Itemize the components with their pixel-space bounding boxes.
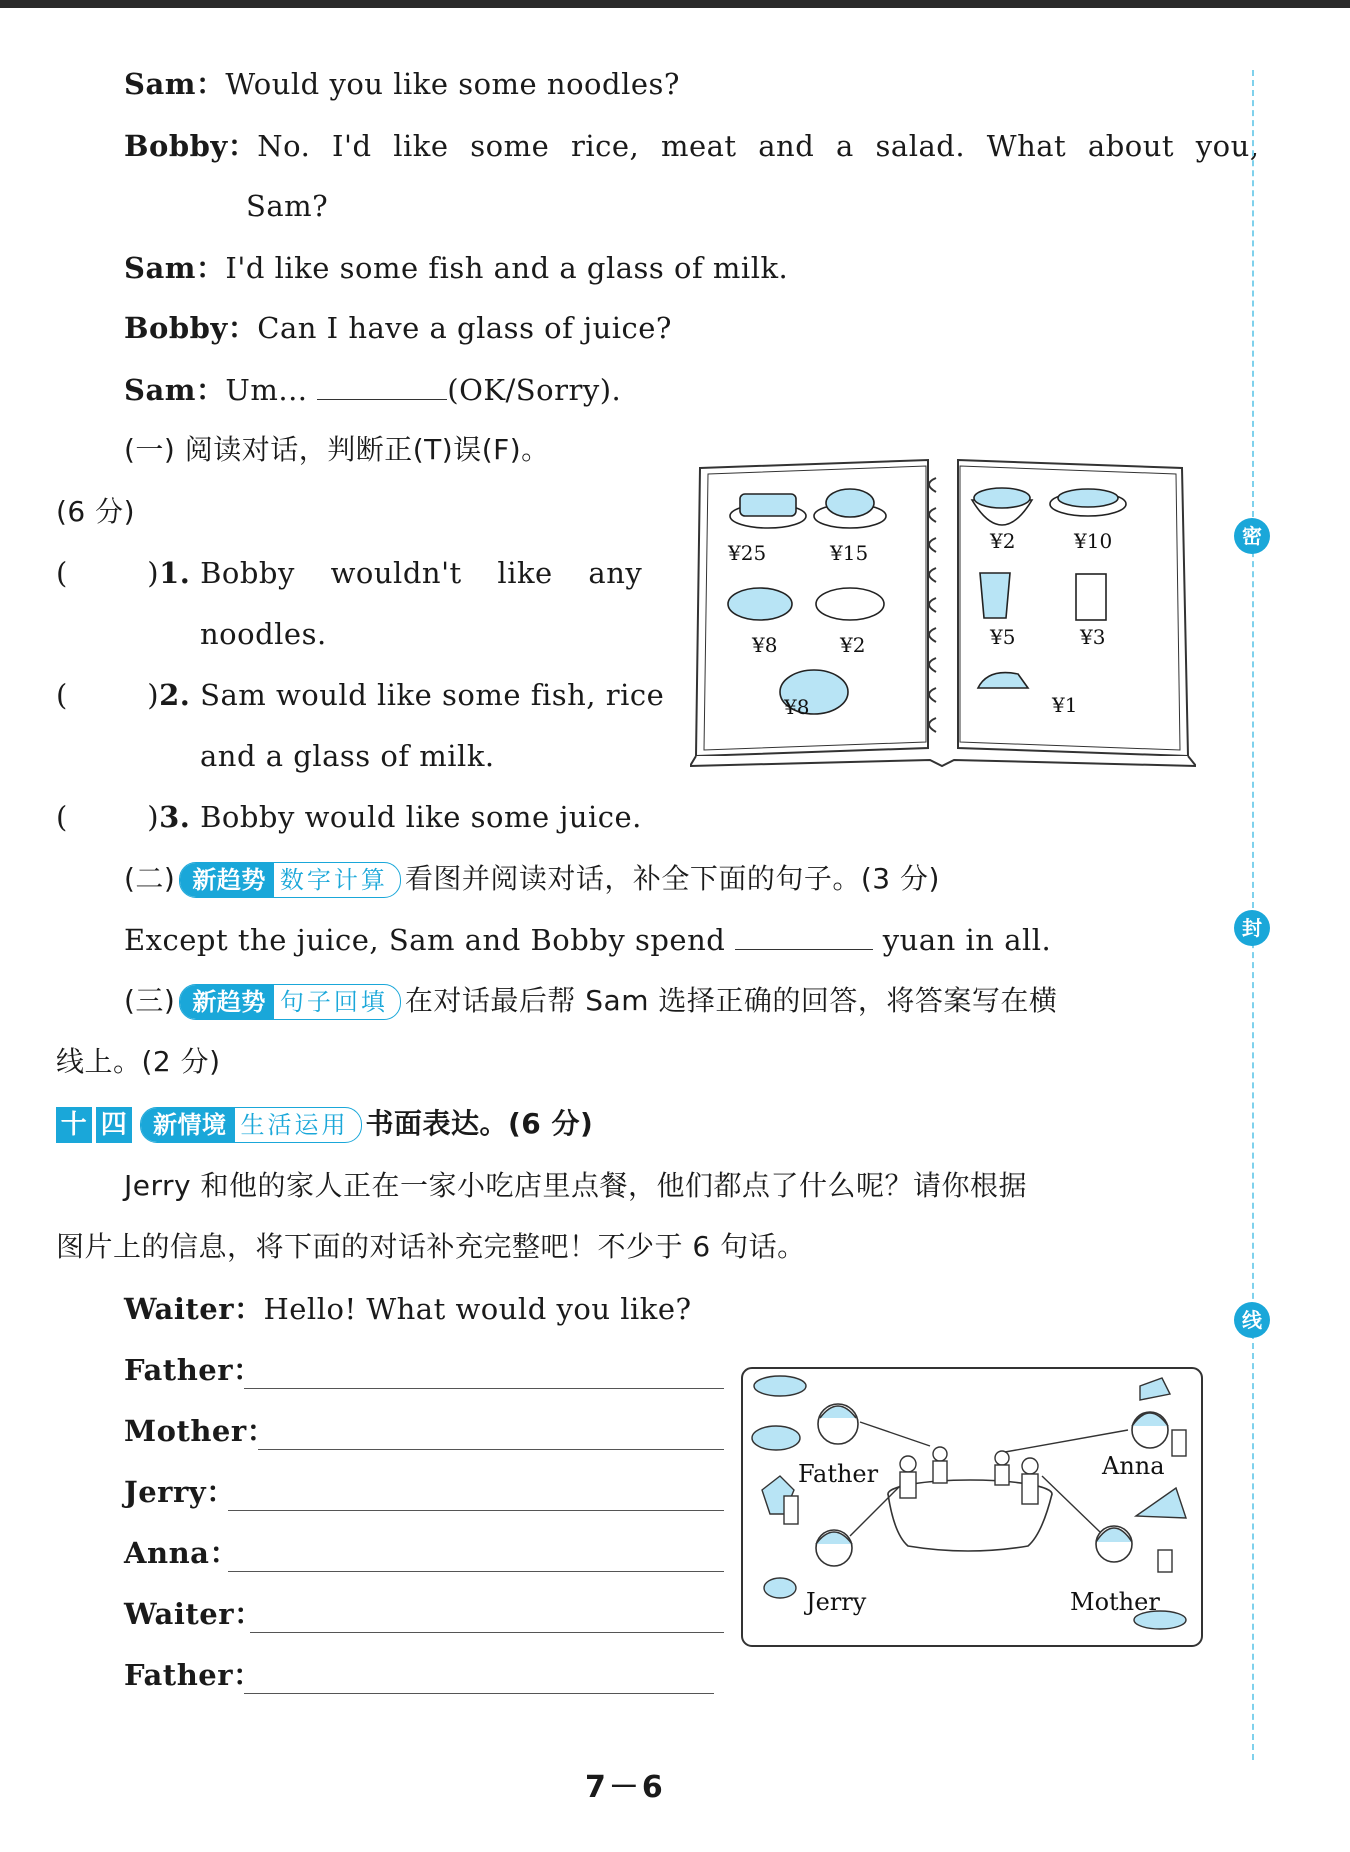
glass-icon xyxy=(784,1496,798,1524)
section14-intro-1: Jerry 和他的家人正在一家小吃店里点餐，他们都点了什么呢？请你根据 xyxy=(124,1169,1027,1202)
part3-instruction-cont: 线上。(2 分) xyxy=(56,1045,221,1078)
dialogue-line-2 xyxy=(124,126,1260,166)
speaker-bobby: Bobby： xyxy=(124,129,258,163)
waiter-line xyxy=(124,1289,692,1329)
sentence-text: yuan in all. xyxy=(882,923,1052,957)
badge-sub: 数字计算 xyxy=(279,866,388,894)
speaker-sam: Sam： xyxy=(124,251,226,285)
fish-icon xyxy=(1058,489,1118,507)
tf-item-1-cont: noodles. xyxy=(200,617,327,651)
speaker-father: Father： xyxy=(124,1353,263,1387)
dialogue-text: Sam? xyxy=(246,189,329,223)
badge-sub: 句子回填 xyxy=(279,988,388,1016)
dialogue-text: Hello! What would you like? xyxy=(263,1292,692,1326)
section14-title: 书面表达。(6 分) xyxy=(365,1107,594,1140)
answer-line-father[interactable] xyxy=(244,1388,724,1389)
milk-glass-icon xyxy=(1076,574,1106,620)
tf-item-3 xyxy=(56,797,642,837)
dialogue-line-3 xyxy=(246,186,328,226)
answer-blank-total[interactable] xyxy=(735,949,873,950)
dialogue-text: Would you like some noodles? xyxy=(225,67,680,101)
meat-icon xyxy=(740,494,796,516)
answer-line-jerry[interactable] xyxy=(228,1510,724,1511)
noodle-bowl-icon xyxy=(728,588,792,620)
part1-score: (6 分) xyxy=(56,495,136,528)
tf-item-2 xyxy=(56,675,664,715)
section14-heading xyxy=(56,1104,593,1144)
dialogue-line-4 xyxy=(124,248,788,288)
speaker-waiter: Waiter： xyxy=(124,1292,264,1326)
answer-line-anna[interactable] xyxy=(228,1571,724,1572)
speaker-bobby: Bobby： xyxy=(124,311,258,345)
part1-title: (一) 阅读对话，判断正(T)误(F)。 xyxy=(124,433,550,466)
item-text: Bobby wouldn't like any xyxy=(200,556,643,590)
paren-close: ) xyxy=(147,556,160,590)
badge-main: 新情境 xyxy=(141,1108,235,1142)
part2-sentence xyxy=(124,920,1051,960)
dialogue-line-6 xyxy=(124,370,621,410)
answer-blank-ok-sorry[interactable] xyxy=(317,399,447,400)
dialogue-line-5 xyxy=(124,308,672,348)
price-juice: ¥5 xyxy=(990,625,1016,649)
person-icon xyxy=(900,1456,916,1472)
juice-glass-icon xyxy=(980,573,1010,618)
badge-sub: 生活运用 xyxy=(240,1111,349,1139)
dialogue-line-1 xyxy=(124,64,680,104)
egg-icon xyxy=(764,1578,796,1598)
item-number: 1. xyxy=(159,556,191,590)
dialogue-text: Can I have a glass of juice? xyxy=(257,311,672,345)
dialogue-text: (OK/Sorry). xyxy=(447,373,622,407)
dialogue-text: No. I'd like some rice, meat and a salad. What about you, xyxy=(257,129,1260,163)
item-text: Bobby would like some juice. xyxy=(200,800,642,834)
trend-badge xyxy=(179,984,401,1020)
binding-mark-3: 线 xyxy=(1234,1302,1270,1338)
item-text: Sam would like some fish, rice xyxy=(200,678,665,712)
answer-line-father-2[interactable] xyxy=(244,1693,714,1694)
part3-label: (三) xyxy=(124,984,176,1017)
speaker-anna: Anna： xyxy=(124,1536,239,1570)
item-number: 3. xyxy=(159,800,191,834)
price-meat: ¥25 xyxy=(728,541,767,565)
price-bread: ¥1 xyxy=(1052,693,1078,717)
section-number-box: 十 xyxy=(56,1107,92,1143)
section-number-box: 四 xyxy=(96,1107,132,1143)
price-noodles: ¥8 xyxy=(752,633,778,657)
part3-heading xyxy=(124,981,1057,1021)
chicken-icon xyxy=(826,489,874,517)
part3-instruction: 在对话最后帮 Sam 选择正确的回答，将答案写在横 xyxy=(404,984,1058,1017)
badge-main: 新趋势 xyxy=(180,863,274,897)
dialogue-text: I'd like some fish and a glass of milk. xyxy=(225,251,789,285)
tf-item-2-cont: and a glass of milk. xyxy=(200,739,495,773)
part2-label: (二) xyxy=(124,862,176,895)
tf-item-1 xyxy=(56,553,642,593)
noodles-icon xyxy=(754,1376,806,1396)
bowl-icon xyxy=(752,1426,800,1450)
label-mother: Mother xyxy=(1070,1588,1160,1616)
paren-open: ( xyxy=(56,800,68,834)
person-icon xyxy=(933,1447,947,1461)
part2-heading xyxy=(124,859,940,899)
paren-close: ) xyxy=(147,678,160,712)
person-icon xyxy=(1022,1458,1038,1474)
label-father: Father xyxy=(798,1460,879,1488)
speaker-jerry: Jerry： xyxy=(124,1475,236,1509)
family-restaurant-illustration xyxy=(740,1366,1204,1648)
menu-book-illustration xyxy=(690,448,1196,770)
price-soup: ¥2 xyxy=(840,633,866,657)
section14-intro-2: 图片上的信息，将下面的对话补充完整吧！不少于 6 句话。 xyxy=(56,1230,806,1263)
answer-line-waiter[interactable] xyxy=(250,1632,724,1633)
speaker-waiter: Waiter： xyxy=(124,1597,264,1631)
price-salad: ¥8 xyxy=(784,695,810,719)
label-anna: Anna xyxy=(1102,1452,1165,1480)
dialogue-text: Um... xyxy=(225,373,308,407)
top-edge xyxy=(0,0,1350,8)
person-icon xyxy=(995,1451,1009,1465)
price-chicken: ¥15 xyxy=(830,541,869,565)
binding-mark-1: 密 xyxy=(1234,518,1270,554)
milk-icon xyxy=(1158,1550,1172,1572)
speaker-father: Father： xyxy=(124,1658,263,1692)
page-number: 7－6 xyxy=(585,1770,666,1805)
label-jerry: Jerry xyxy=(806,1588,867,1616)
trend-badge xyxy=(179,862,401,898)
badge-main: 新趋势 xyxy=(180,985,274,1019)
soup-bowl-icon xyxy=(816,588,884,620)
speaker-sam: Sam： xyxy=(124,67,226,101)
price-rice: ¥2 xyxy=(990,529,1016,553)
sentence-text: Except the juice, Sam and Bobby spend xyxy=(124,923,726,957)
answer-line-mother[interactable] xyxy=(258,1449,724,1450)
paren-close: ) xyxy=(147,800,160,834)
speaker-sam: Sam： xyxy=(124,373,226,407)
item-number: 2. xyxy=(159,678,191,712)
part2-instruction: 看图并阅读对话，补全下面的句子。(3 分) xyxy=(404,862,940,895)
price-milk: ¥3 xyxy=(1080,625,1106,649)
binding-mark-2: 封 xyxy=(1234,910,1270,946)
paren-open: ( xyxy=(56,678,68,712)
drink-icon xyxy=(1172,1430,1186,1456)
price-fish: ¥10 xyxy=(1074,529,1113,553)
paren-open: ( xyxy=(56,556,68,590)
situation-badge xyxy=(140,1107,362,1143)
speaker-mother: Mother： xyxy=(124,1414,277,1448)
